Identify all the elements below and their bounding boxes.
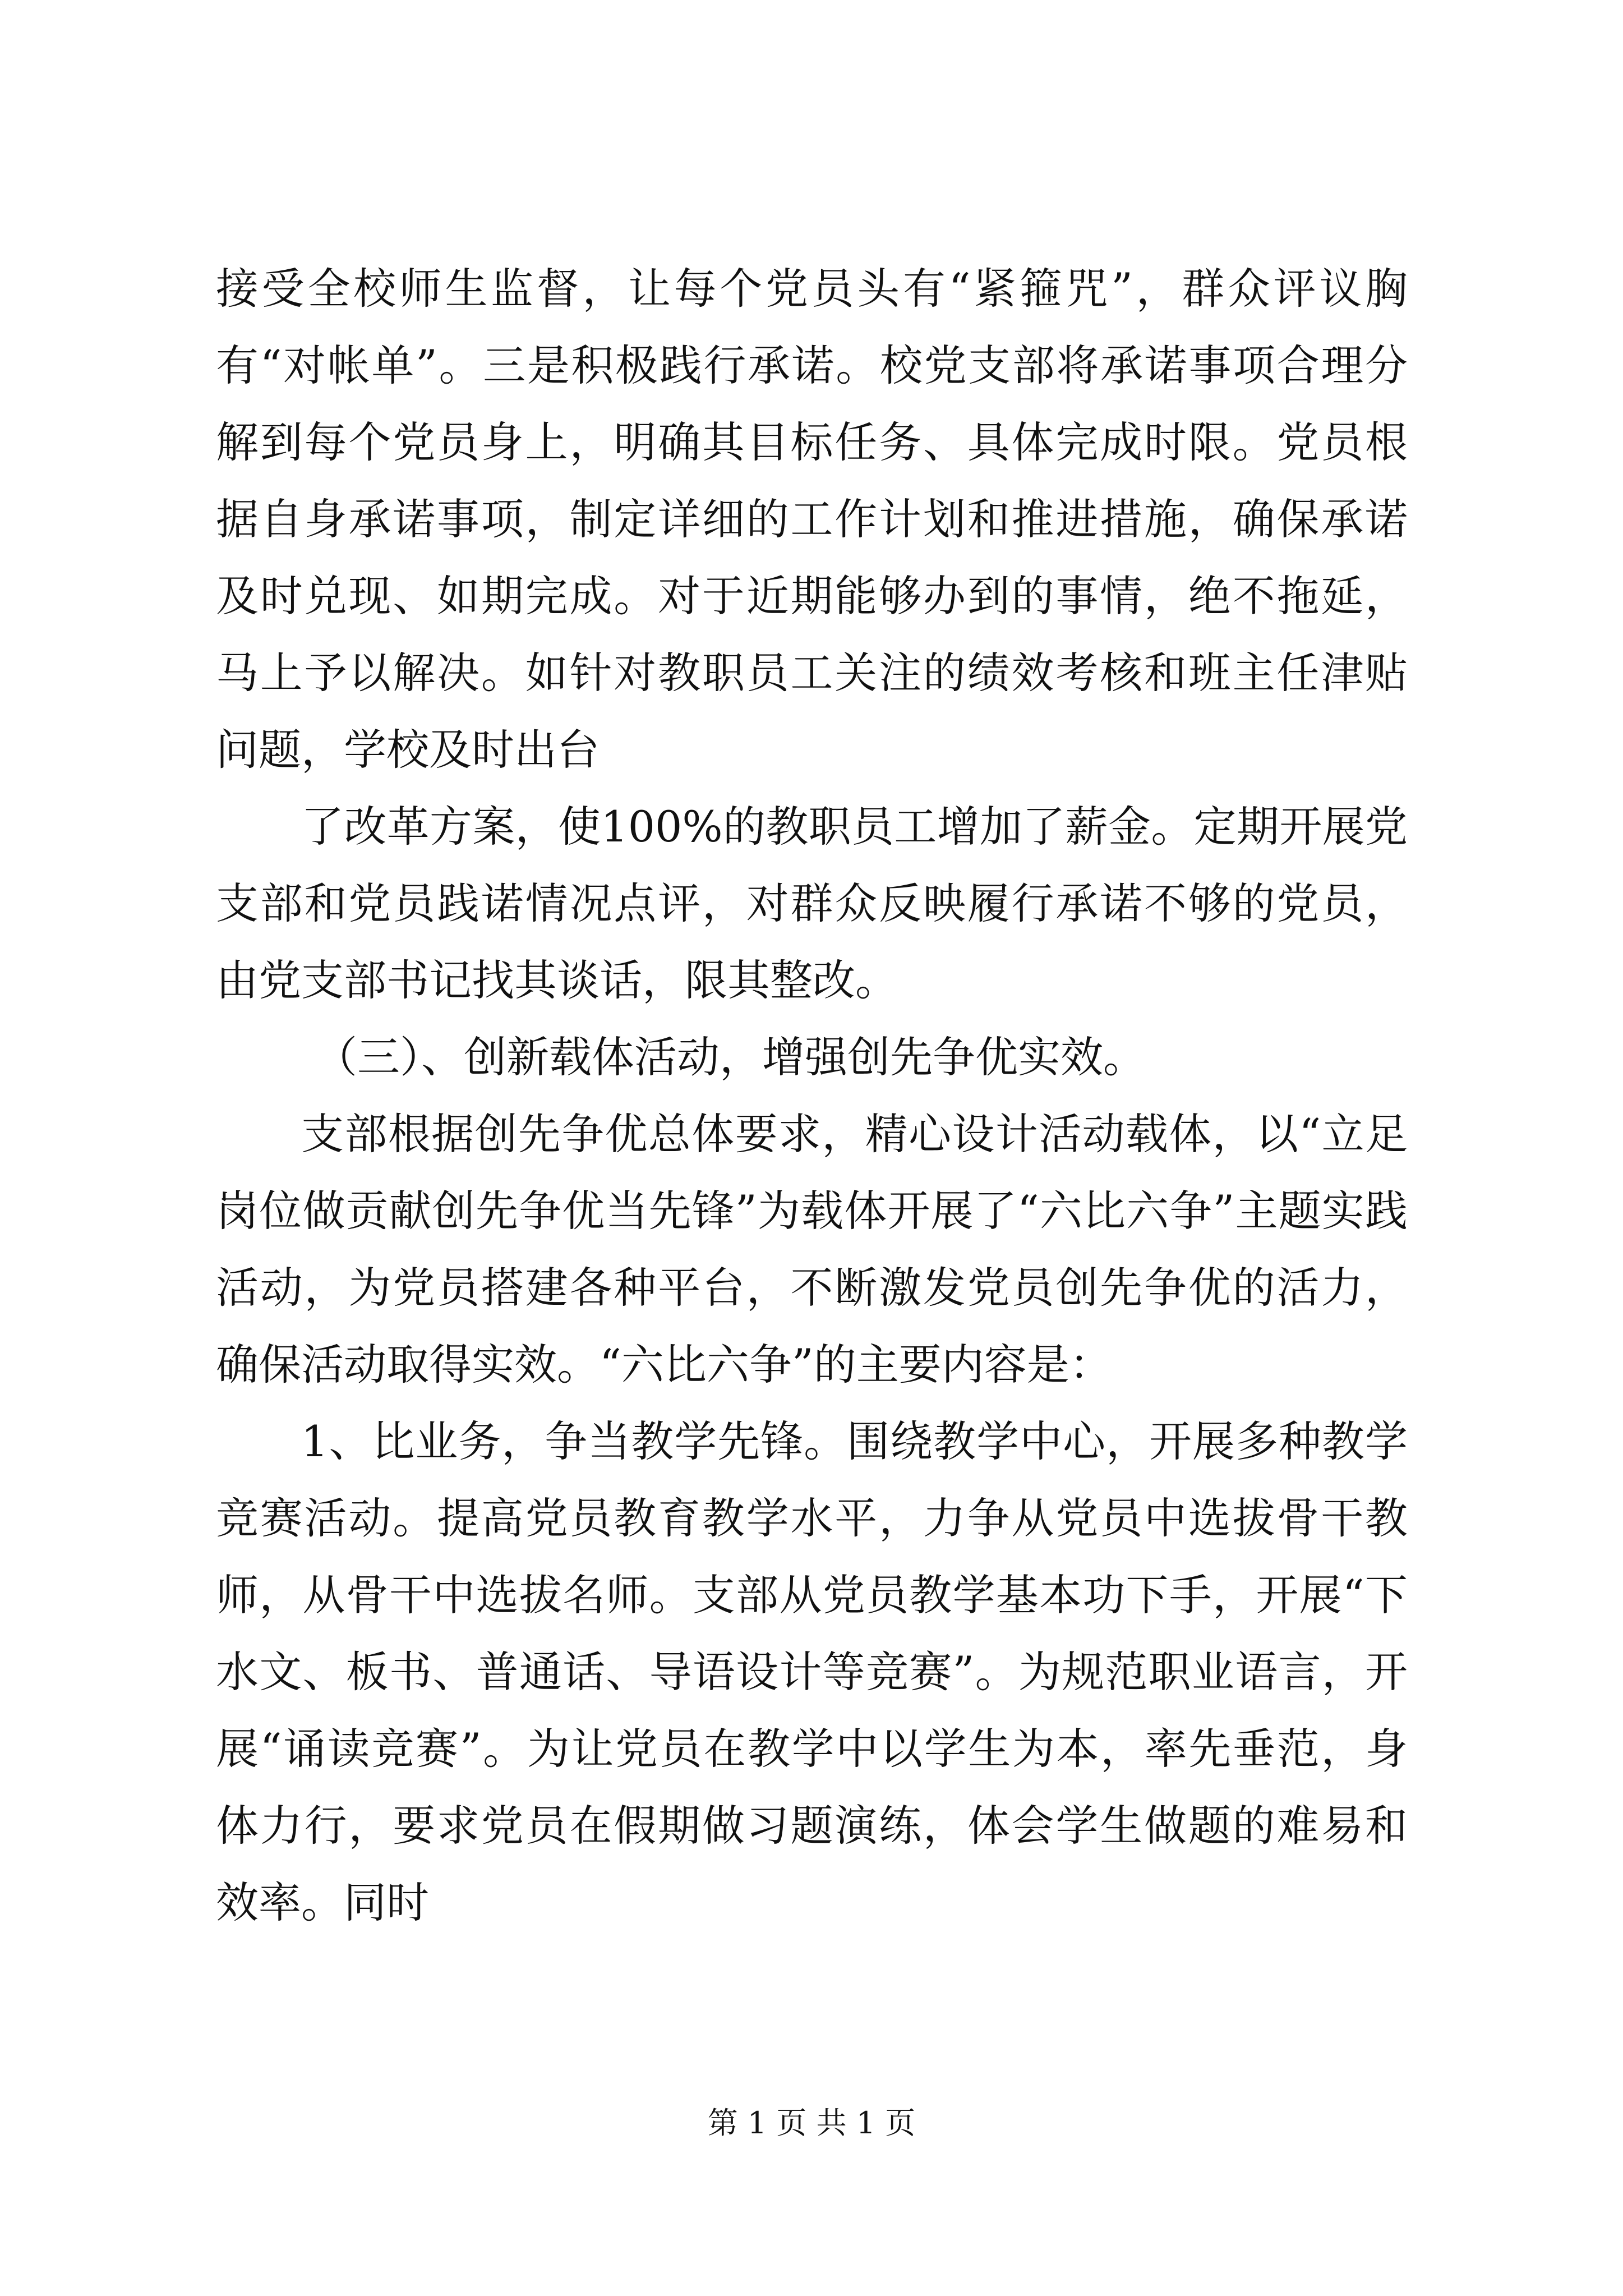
- paragraph-continuation: 接受全校师生监督，让每个党员头有“紧箍咒”，群众评议胸有“对帐单”。三是积极践行承诺。校党支部将承诺事项合理分解到每个党员身上，明确其目标任务、具体完成时限。党员根据自身承诺事项，制定详细的工作计划和推进措施，确保承诺及时兑现、如期完成。对于近期能够办到的事情，绝不拖延，马上予以解决。如针对教职员工关注的绩效考核和班主任津贴问题，学校及时出台: [216, 264, 1408, 775]
- paragraph-reform-plan: 了改革方案，使100%的教职员工增加了薪金。定期开展党支部和党员践诺情况点评，对群众反映履行承诺不够的党员，由党支部书记找其谈话，限其整改。: [216, 802, 1408, 1005]
- paragraph-six-comparisons: 支部根据创先争优总体要求，精心设计活动载体，以“立足岗位做贡献创先争优当先锋”为载体开展了“六比六争”主题实践活动，为党员搭建各种平台，不断激发党员创先争优的活力，确保活动取得实效。“六比六争”的主要内容是：: [216, 1109, 1408, 1389]
- page-footer: 第 1 页 共 1 页: [707, 2105, 916, 2141]
- section-heading-3: （三）、创新载体活动，增强创先争优实效。: [315, 1032, 1146, 1082]
- document-body: [216, 250, 1408, 1941]
- paragraph-item-1: 1、比业务，争当教学先锋。围绕教学中心，开展多种教学竞赛活动。提高党员教育教学水平，力争从党员中选拔骨干教师，从骨干中选拔名师。支部从党员教学基本功下手，开展“下水文、板书、普通话、导语设计等竞赛”。为规范职业语言，开展“诵读竞赛”。为让党员在教学中以学生为本，率先垂范，身体力行，要求党员在假期做习题演练，体会学生做题的难易和效率。同时: [216, 1416, 1408, 1927]
